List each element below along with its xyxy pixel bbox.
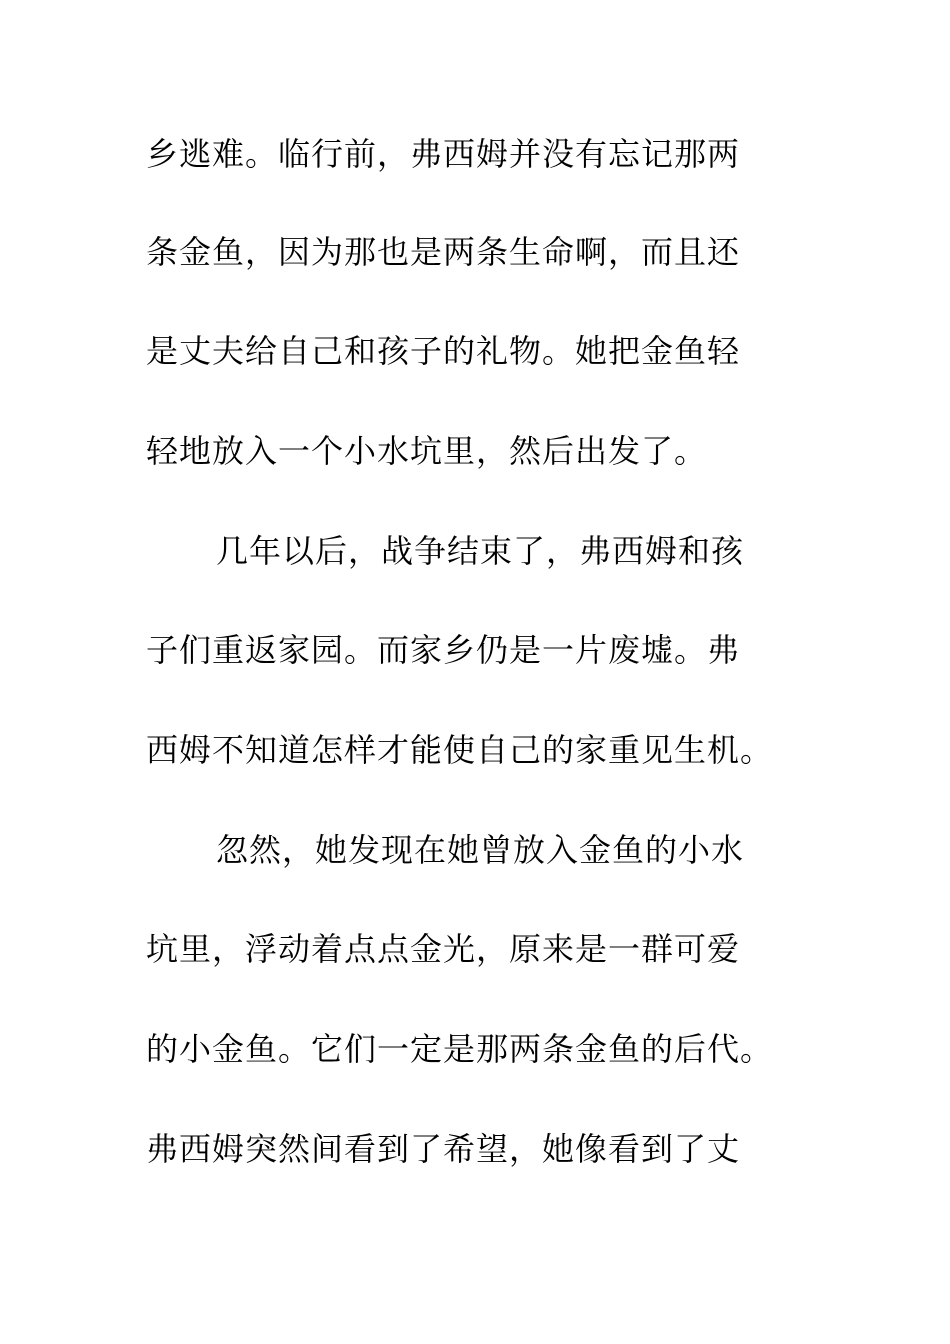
paragraph-start-line-8: 忽然，她发现在她曾放入金鱼的小水 [216, 831, 745, 869]
text-line-1: 乡逃难。临行前，弗西姆并没有忘记那两 [146, 135, 741, 173]
text-line-6: 子们重返家园。而家乡仍是一片废墟。弗 [146, 631, 741, 669]
paragraph-start-line-5: 几年以后，战争结束了，弗西姆和孩 [216, 532, 745, 570]
text-line-7: 西姆不知道怎样才能使自己的家重见生机。 [146, 731, 774, 769]
text-line-3: 是丈夫给自己和孩子的礼物。她把金鱼轻 [146, 332, 741, 370]
text-line-10: 的小金鱼。它们一定是那两条金鱼的后代。 [146, 1030, 774, 1068]
text-line-11: 弗西姆突然间看到了希望，她像看到了丈 [146, 1130, 741, 1168]
text-line-2: 条金鱼，因为那也是两条生命啊，而且还 [146, 233, 741, 271]
text-line-9: 坑里，浮动着点点金光，原来是一群可爱 [146, 930, 741, 968]
text-line-4: 轻地放入一个小水坑里，然后出发了。 [146, 432, 708, 470]
